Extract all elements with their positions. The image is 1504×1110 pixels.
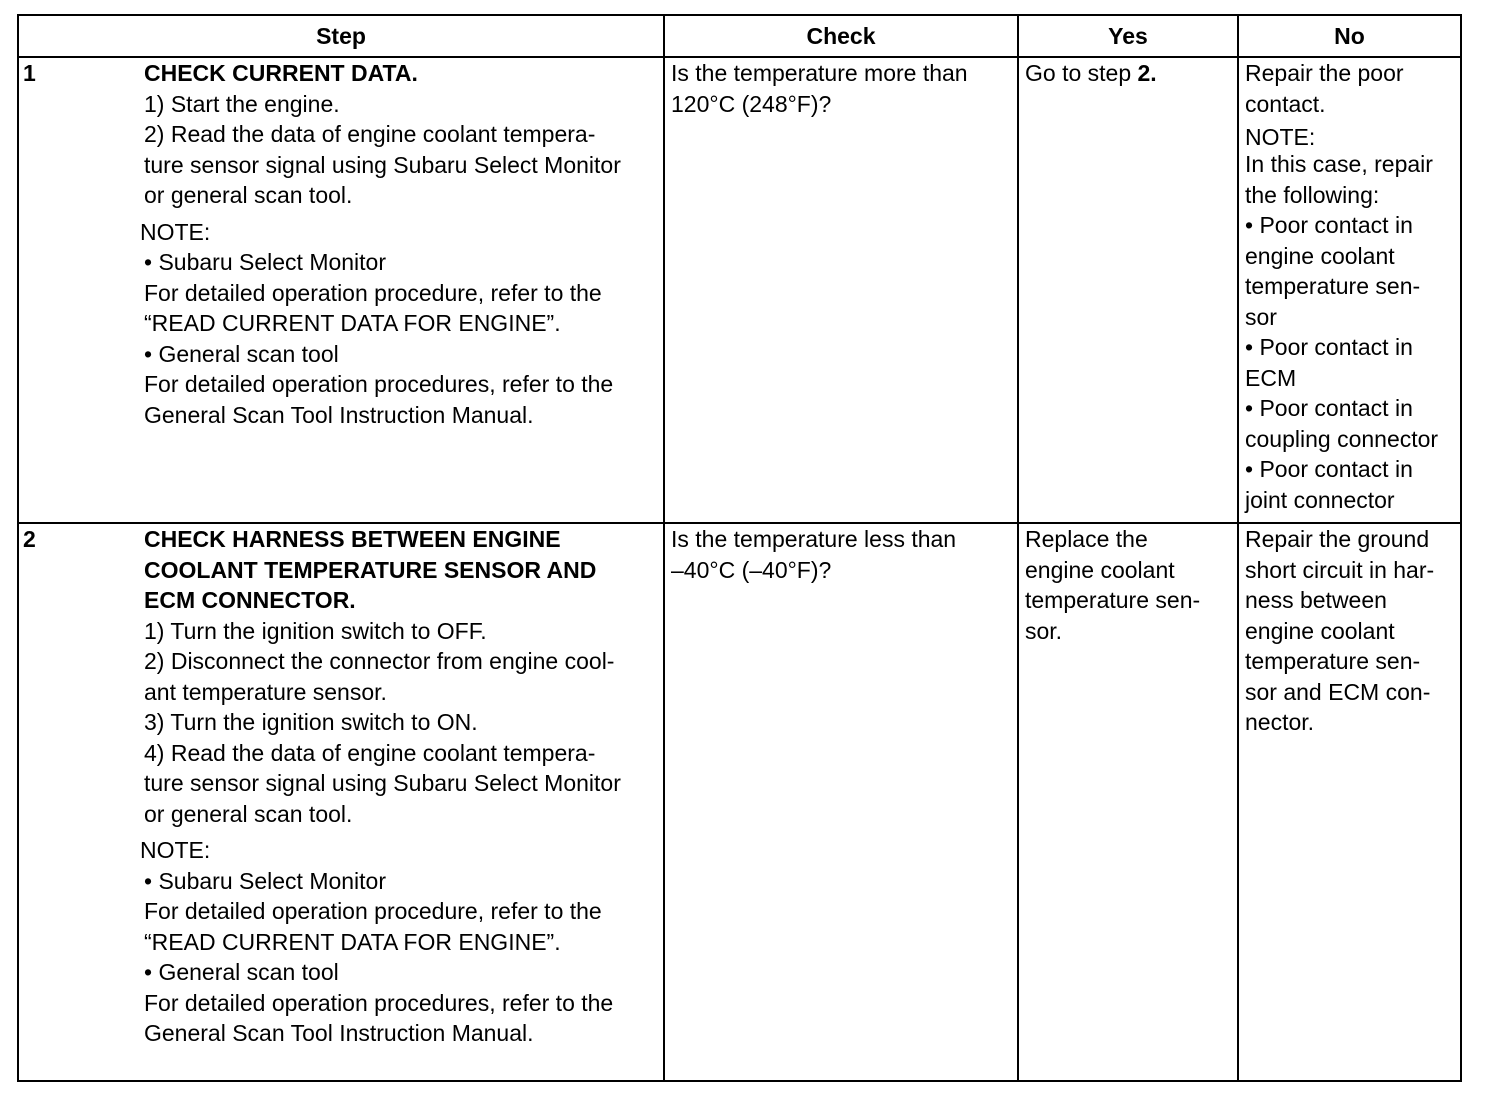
yes-text: [1019, 58, 1237, 89]
no-note-line: engine coolant: [1245, 242, 1395, 269]
yes-prefix: Go to step: [1025, 60, 1138, 86]
check-cell: [664, 57, 1018, 523]
no-note-line: • Poor contact in: [1245, 395, 1413, 421]
no-note-line: sor: [1245, 303, 1277, 330]
step-instruction: or general scan tool.: [144, 182, 353, 208]
check-line: –40°C (–40°F)?: [671, 556, 832, 583]
table-header-row: [18, 15, 1461, 57]
step-instruction: ture sensor signal using Subaru Select Monitor: [144, 151, 621, 178]
yes-line: engine coolant: [1025, 556, 1175, 583]
header-check: Check: [664, 15, 1018, 57]
table-row: [18, 57, 1461, 523]
yes-line: temperature sen-: [1025, 587, 1201, 613]
no-line: short circuit in har-: [1245, 556, 1435, 583]
note-line: • General scan tool: [144, 340, 339, 367]
step-title: CHECK CURRENT DATA.: [144, 60, 418, 86]
no-line: engine coolant: [1245, 617, 1395, 644]
note-line: For detailed operation procedures, refer to the: [144, 371, 614, 397]
header-yes: Yes: [1018, 15, 1238, 57]
check-text: [665, 524, 1017, 585]
step-title: COOLANT TEMPERATURE SENSOR AND: [144, 556, 597, 583]
note-line: General Scan Tool Instruction Manual.: [144, 1020, 534, 1046]
check-text: [665, 58, 1017, 119]
note-line: For detailed operation procedure, refer to the: [144, 279, 602, 306]
check-line: Is the temperature more than: [671, 60, 968, 86]
yes-step-link: 2.: [1137, 60, 1157, 86]
no-line: sor and ECM con-: [1245, 678, 1431, 705]
step-instruction: 1) Turn the ignition switch to OFF.: [144, 617, 487, 644]
check-cell: [664, 523, 1018, 1081]
yes-cell: [1018, 57, 1238, 523]
note-line: • Subaru Select Monitor: [144, 867, 387, 894]
no-note-line: • Poor contact in: [1245, 456, 1413, 482]
no-text: [1239, 58, 1460, 515]
no-note-line: • Poor contact in: [1245, 212, 1413, 238]
no-line: temperature sen-: [1245, 648, 1421, 674]
note-line: “READ CURRENT DATA FOR ENGINE”.: [144, 310, 561, 336]
check-line: 120°C (248°F)?: [671, 90, 832, 117]
no-cell: [1238, 523, 1461, 1081]
note-line: • Subaru Select Monitor: [144, 249, 387, 275]
step-number-cell: [18, 57, 139, 523]
note-line: General Scan Tool Instruction Manual.: [144, 401, 534, 428]
step-instruction: ture sensor signal using Subaru Select Monitor: [144, 770, 621, 796]
yes-text: [1019, 524, 1237, 646]
no-note-line: In this case, repair: [1245, 151, 1433, 177]
yes-cell: [1018, 523, 1238, 1081]
check-line: Is the temperature less than: [671, 526, 957, 552]
note-line: “READ CURRENT DATA FOR ENGINE”.: [144, 928, 561, 955]
no-note-line: the following:: [1245, 181, 1380, 208]
no-line: Repair the ground: [1245, 526, 1430, 552]
yes-line: Replace the: [1025, 526, 1148, 552]
header-no: No: [1238, 15, 1461, 57]
step-instruction: 2) Disconnect the connector from engine cool-: [144, 648, 615, 674]
no-note-line: ECM: [1245, 364, 1297, 391]
step-title: CHECK HARNESS BETWEEN ENGINE: [144, 526, 561, 552]
step-instruction: ant temperature sensor.: [144, 678, 387, 705]
step-instruction: 2) Read the data of engine coolant tempera-: [144, 121, 596, 147]
step-instruction: or general scan tool.: [144, 800, 353, 827]
no-text: [1239, 524, 1460, 738]
no-cell: [1238, 57, 1461, 523]
step-description-cell: [139, 57, 664, 523]
no-note-line: • Poor contact in: [1245, 334, 1413, 360]
no-note-line: joint connector: [1245, 486, 1395, 513]
table-row: [18, 523, 1461, 1081]
no-line: contact.: [1245, 90, 1326, 117]
yes-line: sor.: [1025, 617, 1063, 644]
no-line: nector.: [1245, 709, 1315, 735]
step-description: [139, 58, 663, 430]
step-title: ECM CONNECTOR.: [144, 587, 356, 613]
note-line: For detailed operation procedure, refer to the: [144, 898, 602, 924]
no-note-line: temperature sen-: [1245, 273, 1421, 299]
header-step: Step: [18, 15, 664, 57]
step-instruction: 3) Turn the ignition switch to ON.: [144, 709, 478, 735]
step-description: [139, 524, 663, 1049]
step-number-cell: [18, 523, 139, 1081]
step-number: 1: [23, 60, 36, 86]
step-instruction: 1) Start the engine.: [144, 90, 340, 117]
no-note-label: NOTE:: [1245, 124, 1316, 150]
step-number: 2: [23, 526, 36, 552]
no-line: Repair the poor: [1245, 60, 1404, 86]
diagnostic-table: [17, 14, 1462, 1082]
note-line: • General scan tool: [144, 959, 339, 985]
no-note-line: coupling connector: [1245, 425, 1439, 452]
step-description-cell: [139, 523, 664, 1081]
no-line: ness between: [1245, 587, 1387, 613]
note-label: NOTE:: [140, 837, 211, 863]
step-instruction: 4) Read the data of engine coolant tempera-: [144, 739, 596, 766]
note-line: For detailed operation procedures, refer to the: [144, 989, 614, 1016]
note-label: NOTE:: [140, 218, 211, 245]
